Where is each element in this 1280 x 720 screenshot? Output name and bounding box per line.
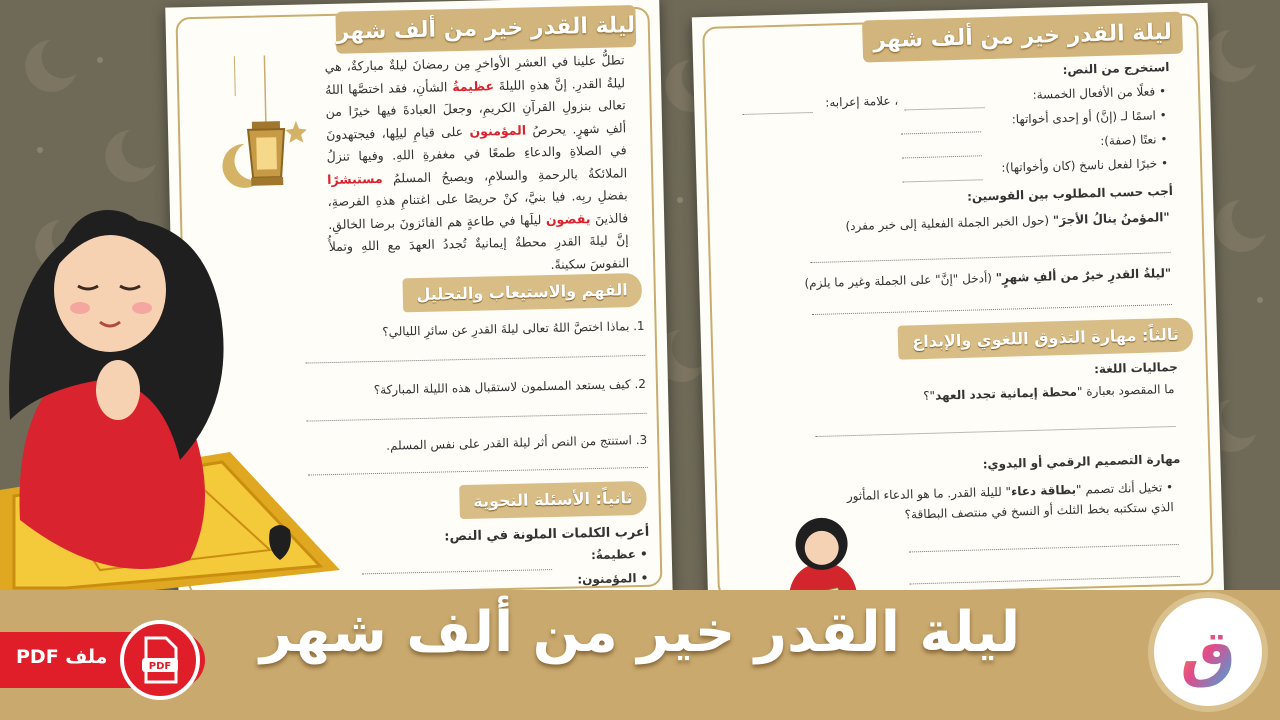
question: 2. كيف يستعد المسلمون لاستقبال هذه الليلة المباركة؟ [373, 376, 647, 398]
passage-text: الشأنِ، فقد اختصَّها اللهُ تعالى بنزولِ القرآنِ الكريمِ، وجعلَ العبادةَ فيها خيرًا من ألفِ شهرٍ. يحرصُ [324, 78, 627, 138]
passage-text: بفضلِ ربِه. فيا بنيَّ، كنْ حريصًا على اغتنامِ هذهِ الفرصةِ، فالذينَ [327, 187, 629, 226]
extract-item: • نعتًا (صفة): [1100, 132, 1168, 148]
sign-label: ، علامة إعرابه: [825, 93, 899, 110]
quoted-sentence: "المؤمنُ ينالُ الأجرَ" [1052, 210, 1170, 228]
passage-text: ليلَها في طاعةٍ هم الفائزونَ برضا الخالقِ. إنَّ ليلةَ القدرِ محطةٌ إيمانيةٌ تُجددُ العهدَ مع اللهِ وتملأُ النفوسَ سكينةً. [328, 211, 630, 272]
question-text: ما المقصود بعبارة " [1076, 381, 1175, 399]
passage-text: تطلُّ علينا في العشرِ الأواخرِ مِن رمضانَ ليلةٌ مباركةٌ، هي ليلةُ القدرِ. إنَّ هذهِ الليلةَ [324, 52, 626, 93]
task-instruction: (حول الخبر الجملة الفعلية إلى خبر مفرد) [845, 213, 1054, 234]
grammar-item: • المؤمنون: [577, 570, 649, 587]
design-heading: مهارة التصميم الرقمي أو اليدوي: [982, 451, 1181, 472]
praying-girl-illustration [0, 190, 340, 600]
design-task-line2: الذي ستكتبه بخط الثلث أو النسخ في منتصف البطاقة؟ [904, 500, 1174, 522]
quoted-phrase: محطة إيمانية تجدد العهد [934, 384, 1078, 403]
pdf-file-icon [120, 620, 200, 700]
question: 1. بماذا اختصَّ اللهُ تعالى ليلةَ القدرِ عن سائرِ الليالي؟ [382, 318, 645, 339]
highlighted-word: يقضون [545, 210, 591, 227]
highlighted-word: المؤمنون [469, 122, 527, 139]
extract-item: • اسمًا لـ (إنَّ) أو إحدى أخواتها: [1011, 108, 1167, 127]
question-text: "؟ [923, 388, 936, 404]
pdf-badge-label: ملف PDF [16, 646, 108, 668]
section-banner: ثالثاً: مهارة التذوق اللغوي والإبداع [898, 317, 1193, 359]
extract-item: • فعلًا من الأفعال الخمسة: [1032, 84, 1167, 102]
task-text: " لليلة القدر. ما هو الدعاء المأثور [846, 484, 1012, 504]
main-title: ليلة القدر خير من ألف شهر [259, 600, 1021, 665]
brand-logo[interactable] [1148, 592, 1268, 712]
task-instruction: (أدخل "إنَّ" على الجملة وغير ما يلزم) [804, 270, 997, 291]
extract-heading: استخرج من النص: [1062, 60, 1170, 77]
highlighted-word: مستبشرًا [327, 170, 383, 187]
quoted-phrase: بطاقة دعاء [1010, 482, 1077, 499]
section-banner: الفهم والاستيعاب والتحليل [402, 273, 642, 312]
logo-letter: ق [1180, 616, 1236, 689]
section-prompt: أعرب الكلمات الملونة في النص: [444, 524, 650, 545]
task-text: • تخيل أنك تصمم " [1075, 480, 1174, 497]
passage-text: على قيامِ ليلِها، فيجتهدونَ في الصلاةِ والدعاءِ طمعًا في مغفرةِ اللهِ. وفيها تنزلُ الملائكةُ بالرحمةِ والسلامِ، ويصبحُ المسلمُ [325, 123, 628, 186]
page-title: ليلة القدر خير من ألف شهر [862, 12, 1183, 63]
reading-passage [324, 49, 629, 281]
pdf-icon-text: PDF [148, 661, 172, 672]
answer-heading: أجب حسب المطلوب بين القوسين: [966, 183, 1174, 204]
page-title: ليلة القدر خير من ألف شهر [335, 5, 636, 54]
grammar-item: • عظيمةُ: [590, 546, 648, 563]
quoted-sentence: "ليلةُ القدرِ خيرٌ من ألفِ شهرٍ" [995, 266, 1172, 285]
extract-item: • خبرًا لفعل ناسخ (كان وأخواتها): [1001, 156, 1169, 175]
section-banner: ثانياً: الأسئلة النحوية [459, 481, 647, 519]
highlighted-word: عظيمةُ [452, 77, 495, 94]
question: 3. استنتج من النص أثر ليلة القدر على نفس المسلم. [386, 432, 648, 453]
worksheet-page-right [692, 3, 1224, 609]
beauty-heading: جماليات اللغة: [1093, 359, 1178, 377]
